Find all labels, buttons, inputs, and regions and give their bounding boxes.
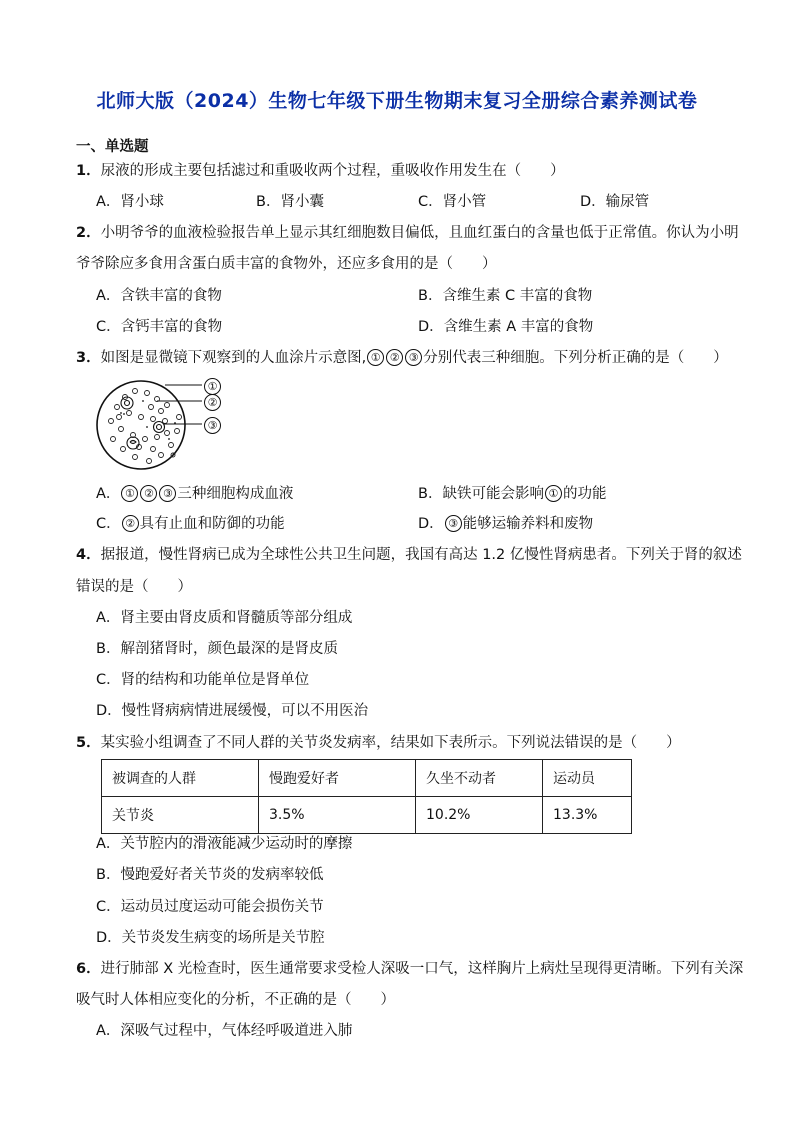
section-heading: 一、单选题 [76, 139, 149, 155]
q3-option-a: A． ① ② ③ 三种细胞构成血液 [96, 486, 294, 502]
q4-option-a: A．肾主要由肾皮质和肾髓质等部分组成 [96, 610, 353, 626]
q1-option-d: D．输尿管 [580, 194, 650, 210]
page-title: 北师大版（2024）生物七年级下册生物期末复习全册综合素养测试卷 [96, 90, 698, 112]
table-header-row [102, 760, 632, 797]
table-header-cell: 运动员 [543, 760, 632, 797]
question-2 [76, 224, 739, 242]
q5-option-a: A．关节腔内的滑液能减少运动时的摩擦 [96, 836, 353, 852]
question-number: 1． [76, 163, 101, 179]
question-stem: 小明爷爷的血液检验报告单上显示其红细胞数目偏低，且血红蛋白的含量也低于正常值。你认为小明 [100, 225, 739, 241]
q3-option-b: B．缺铁可能会影响 ① 的功能 [418, 486, 607, 502]
q2-option-c: C．含钙丰富的食物 [96, 319, 223, 335]
question-6-stem-cont: 吸气时人体相应变化的分析，不正确的是（ ） [76, 992, 395, 1008]
label-mark-2: ② [204, 394, 221, 411]
q3-option-c: C． ② 具有止血和防御的功能 [96, 516, 285, 532]
question-number: 2． [76, 225, 101, 241]
question-2-stem-cont: 爷爷除应多食用含蛋白质丰富的食物外，还应多食用的是（ ） [76, 256, 497, 272]
mark-3: ③ [405, 349, 422, 366]
table-header-cell: 被调查的人群 [102, 760, 259, 797]
table-cell: 关节炎 [102, 797, 259, 834]
question-number: 3． [76, 350, 101, 366]
question-stem: 进行肺部 X 光检查时，医生通常要求受检人深吸一口气，这样胸片上病灶呈现得更清晰。下列有关深 [100, 961, 744, 977]
q5-option-c: C．运动员过度运动可能会损伤关节 [96, 899, 324, 915]
label-mark-1: ① [204, 378, 221, 395]
q4-option-d: D．慢性肾病病情进展缓慢，可以不用医治 [96, 703, 369, 719]
table-cell: 10.2% [416, 797, 543, 834]
q2-option-a: A．含铁丰富的食物 [96, 288, 222, 304]
question-stem: 如图是显微镜下观察到的人血涂片示意图, [100, 350, 367, 366]
incidence-table [101, 759, 632, 834]
q6-option-a: A．深吸气过程中，气体经呼吸道进入肺 [96, 1023, 353, 1039]
question-stem: 据报道，慢性肾病已成为全球性公共卫生问题，我国有高达 1.2 亿慢性肾病患者。下列关于肾的叙述 [100, 547, 742, 563]
mark-2: ② [386, 349, 403, 366]
q1-option-a: A．肾小球 [96, 194, 164, 210]
q3-option-d: D． ③ 能够运输养料和废物 [418, 516, 594, 532]
table-header-cell: 久坐不动者 [416, 760, 543, 797]
q2-option-b: B．含维生素 C 丰富的食物 [418, 288, 593, 304]
q5-option-b: B．慢跑爱好者关节炎的发病率较低 [96, 867, 324, 883]
question-number: 5． [76, 735, 101, 751]
table-cell: 13.3% [543, 797, 632, 834]
q1-option-b: B．肾小囊 [256, 194, 324, 210]
question-4-stem-cont: 错误的是（ ） [76, 579, 192, 595]
label-mark-3: ③ [204, 417, 221, 434]
question-1 [76, 162, 565, 180]
question-stem: 尿液的形成主要包括滤过和重吸收两个过程，重吸收作用发生在（ ） [100, 163, 565, 179]
q2-option-d: D．含维生素 A 丰富的食物 [418, 319, 594, 335]
question-number: 6． [76, 961, 101, 977]
question-3 [76, 349, 728, 367]
q4-option-c: C．肾的结构和功能单位是肾单位 [96, 672, 310, 688]
question-stem-end: 分别代表三种细胞。下列分析正确的是（ ） [423, 350, 728, 366]
q4-option-b: B．解剖猪肾时，颜色最深的是肾皮质 [96, 641, 338, 657]
table-row [102, 797, 632, 834]
q5-option-d: D．关节炎发生病变的场所是关节腔 [96, 930, 325, 946]
question-6 [76, 960, 743, 978]
q1-option-c: C．肾小管 [418, 194, 487, 210]
question-stem: 某实验小组调查了不同人群的关节炎发病率，结果如下表所示。下列说法错误的是（ ） [100, 735, 681, 751]
table-header-cell: 慢跑爱好者 [259, 760, 416, 797]
question-4 [76, 546, 742, 564]
question-5 [76, 734, 681, 752]
table-cell: 3.5% [259, 797, 416, 834]
mark-1: ① [367, 349, 384, 366]
question-number: 4． [76, 547, 101, 563]
